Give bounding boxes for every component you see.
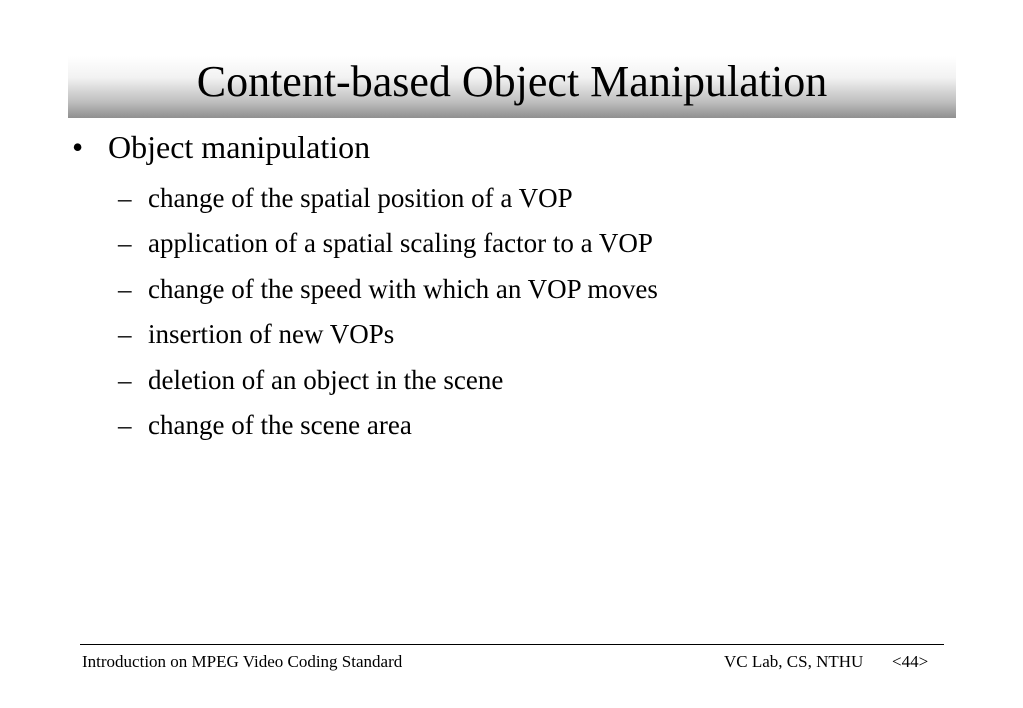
dash-marker: – [118, 273, 132, 304]
sub-bullet-text: application of a spatial scaling factor to a VOP [148, 228, 653, 259]
footer-course-title: Introduction on MPEG Video Coding Standard [82, 652, 403, 671]
slide-title: Content-based Object Manipulation [196, 57, 828, 106]
sub-bullet-text: change of the spatial position of a VOP [148, 183, 573, 213]
bullet-marker: • [72, 129, 84, 165]
sub-bullet-item [118, 267, 658, 312]
dash-marker: – [118, 183, 132, 213]
sub-bullet-text: deletion of an object in the scene [148, 364, 504, 395]
sub-bullet-text: insertion of new VOPs [148, 319, 395, 350]
sub-bullet-item [118, 403, 658, 448]
sub-bullet-item [118, 221, 658, 266]
footer-divider [80, 644, 944, 645]
page-number: <44> [892, 652, 929, 671]
sub-bullet-item [118, 358, 658, 403]
bullet-object-manipulation [72, 126, 370, 168]
dash-marker: – [118, 364, 132, 395]
sub-bullet-item [118, 176, 658, 221]
dash-marker: – [118, 319, 132, 350]
dash-marker: – [118, 410, 132, 441]
sub-bullet-text: change of the scene area [148, 410, 412, 441]
bullet-text: Object manipulation [108, 129, 371, 165]
dash-marker: – [118, 228, 132, 259]
footer-organization: VC Lab, CS, NTHU [724, 652, 864, 671]
sub-bullet-text: change of the speed with which an VOP moves [148, 273, 658, 304]
sub-bullet-list [118, 176, 658, 448]
sub-bullet-item [118, 312, 658, 357]
